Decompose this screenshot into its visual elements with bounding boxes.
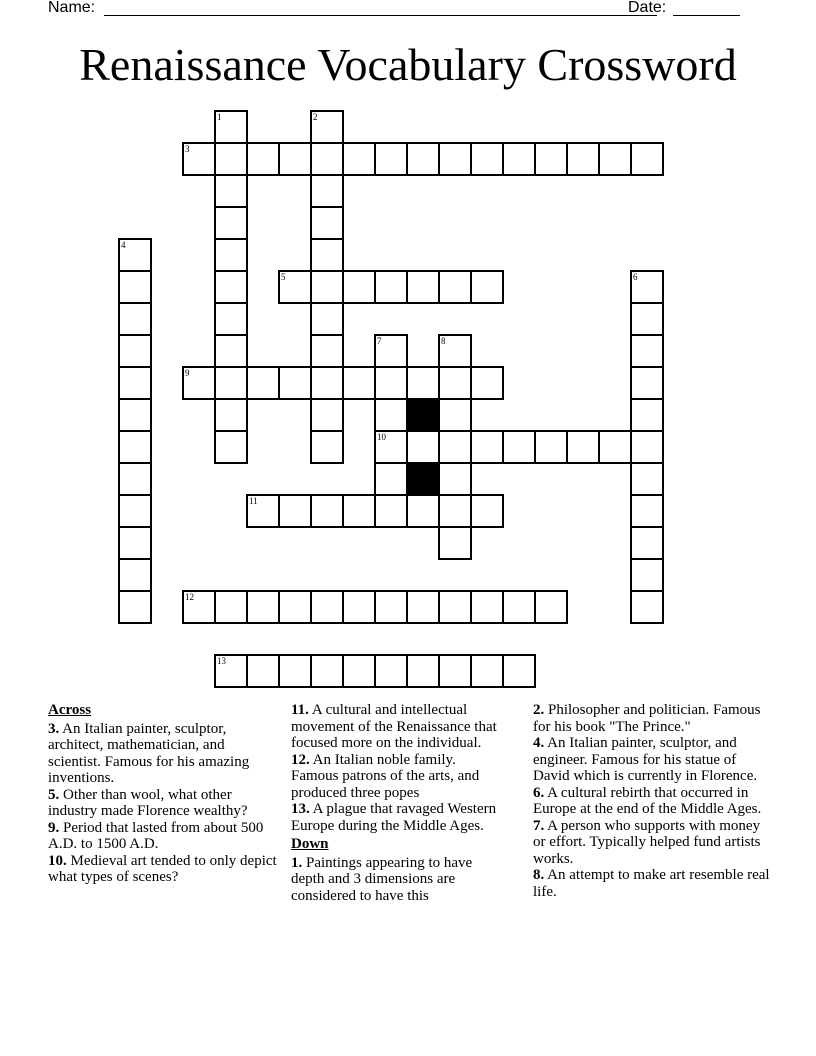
crossword-cell[interactable] — [214, 302, 248, 336]
crossword-cell[interactable] — [630, 590, 664, 624]
crossword-cell[interactable] — [470, 270, 504, 304]
clue-number: 12 — [185, 592, 194, 602]
crossword-cell[interactable] — [278, 494, 312, 528]
clue-item — [48, 721, 280, 787]
name-label: Name: — [48, 0, 96, 16]
crossword-cell[interactable] — [374, 654, 408, 688]
crossword-cell[interactable] — [502, 590, 536, 624]
crossword-cell[interactable] — [214, 238, 248, 272]
crossword-cell[interactable] — [310, 366, 344, 400]
clue-number: 11 — [249, 496, 258, 506]
crossword-cell[interactable] — [374, 142, 408, 176]
crossword-cell[interactable] — [214, 174, 248, 208]
crossword-cell[interactable] — [182, 590, 216, 624]
crossword-cell[interactable] — [342, 366, 376, 400]
clue-number: 7 — [377, 336, 382, 346]
crossword-cell[interactable] — [118, 270, 152, 304]
crossword-cell[interactable] — [342, 590, 376, 624]
crossword-cell[interactable] — [470, 430, 504, 464]
crossword-cell[interactable] — [438, 366, 472, 400]
clue-text: Philosopher and politician. Famous for his book "The Prince." — [533, 702, 761, 735]
crossword-cell[interactable] — [310, 206, 344, 240]
crossword-block — [406, 398, 440, 432]
crossword-cell[interactable] — [406, 494, 440, 528]
crossword-cell[interactable] — [630, 334, 664, 368]
crossword-cell[interactable] — [374, 494, 408, 528]
clue-text: Other than wool, what other industry made Florence wealthy? — [48, 786, 248, 819]
clue-text: Period that lasted from about 500 A.D. to 1500 A.D. — [48, 819, 264, 852]
clue-number: 13 — [217, 656, 226, 666]
clue-item — [48, 853, 280, 886]
crossword-cell[interactable] — [214, 590, 248, 624]
crossword-cell[interactable] — [246, 590, 280, 624]
crossword-cell[interactable] — [182, 366, 216, 400]
clue-number: 12. — [291, 751, 310, 768]
crossword-cell[interactable] — [630, 270, 664, 304]
clue-number: 9 — [185, 368, 190, 378]
clue-number: 2 — [313, 112, 318, 122]
crossword-cell[interactable] — [438, 270, 472, 304]
crossword-cell[interactable] — [374, 334, 408, 368]
crossword-cell[interactable] — [406, 142, 440, 176]
crossword-cell[interactable] — [374, 590, 408, 624]
crossword-cell[interactable] — [278, 654, 312, 688]
crossword-cell[interactable] — [438, 462, 472, 496]
crossword-cell[interactable] — [214, 654, 248, 688]
clue-text: A cultural rebirth that occurred in Europe at the end of the Middle Ages. — [533, 784, 762, 817]
crossword-cell[interactable] — [310, 430, 344, 464]
crossword-cell[interactable] — [118, 398, 152, 432]
crossword-cell[interactable] — [438, 654, 472, 688]
crossword-cell[interactable] — [278, 590, 312, 624]
crossword-cell[interactable] — [630, 142, 664, 176]
crossword-cell[interactable] — [214, 334, 248, 368]
crossword-cell[interactable] — [406, 430, 440, 464]
crossword-cell[interactable] — [470, 494, 504, 528]
crossword-cell[interactable] — [566, 430, 600, 464]
crossword-cell[interactable] — [310, 302, 344, 336]
clue-number: 7. — [533, 817, 545, 834]
down-heading: Down — [291, 836, 329, 852]
crossword-cell[interactable] — [374, 270, 408, 304]
clue-number: 3. — [48, 720, 60, 737]
crossword-cell[interactable] — [630, 462, 664, 496]
crossword-cell[interactable] — [118, 334, 152, 368]
crossword-cell[interactable] — [438, 430, 472, 464]
crossword-cell[interactable] — [598, 430, 632, 464]
crossword-cell[interactable] — [502, 142, 536, 176]
clue-text: A plague that ravaged Western Europe during the Middle Ages. — [291, 801, 497, 834]
crossword-cell[interactable] — [310, 270, 344, 304]
crossword-cell[interactable] — [342, 142, 376, 176]
across-heading: Across — [48, 702, 92, 718]
crossword-cell[interactable] — [470, 590, 504, 624]
clue-item — [533, 702, 773, 735]
crossword-cell[interactable] — [502, 430, 536, 464]
crossword-cell[interactable] — [118, 526, 152, 560]
crossword-cell[interactable] — [470, 142, 504, 176]
clue-number: 11. — [291, 702, 309, 718]
crossword-cell[interactable] — [438, 590, 472, 624]
crossword-cell[interactable] — [214, 398, 248, 432]
crossword-cell[interactable] — [118, 590, 152, 624]
crossword-cell[interactable] — [310, 494, 344, 528]
clue-item — [291, 752, 506, 802]
crossword-cell[interactable] — [214, 110, 248, 144]
clues-column-3 — [533, 702, 773, 900]
clues-column-1 — [48, 702, 280, 886]
crossword-cell[interactable] — [630, 398, 664, 432]
clue-number: 5 — [281, 272, 286, 282]
crossword-cell[interactable] — [118, 462, 152, 496]
crossword-cell[interactable] — [438, 142, 472, 176]
clue-item — [291, 855, 506, 905]
clue-item — [533, 867, 773, 900]
crossword-cell[interactable] — [118, 366, 152, 400]
crossword-cell[interactable] — [246, 494, 280, 528]
crossword-cell[interactable] — [118, 238, 152, 272]
crossword-cell[interactable] — [438, 334, 472, 368]
crossword-cell[interactable] — [310, 654, 344, 688]
crossword-cell[interactable] — [214, 206, 248, 240]
clue-text: A person who supports with money or effort. Typically helped fund artists works. — [533, 817, 761, 867]
crossword-cell[interactable] — [214, 142, 248, 176]
crossword-cell[interactable] — [534, 142, 568, 176]
clue-text: An Italian noble family. Famous patrons of the arts, and produced three popes — [291, 751, 480, 801]
crossword-cell[interactable] — [630, 430, 664, 464]
crossword-block — [406, 462, 440, 496]
clue-number: 10 — [377, 432, 386, 442]
clue-text: An attempt to make art resemble real life. — [533, 867, 770, 900]
crossword-cell[interactable] — [246, 142, 280, 176]
clue-item — [533, 818, 773, 868]
clue-number: 6. — [533, 784, 545, 801]
clue-text: Medieval art tended to only depict what types of scenes? — [48, 852, 277, 885]
crossword-cell[interactable] — [374, 366, 408, 400]
crossword-cell[interactable] — [598, 142, 632, 176]
crossword-cell[interactable] — [470, 366, 504, 400]
clue-text: An Italian painter, sculptor, architect, mathematician, and scientist. Famous for his amazing inventions. — [48, 720, 250, 786]
clue-number: 3 — [185, 144, 190, 154]
crossword-cell[interactable] — [534, 430, 568, 464]
clue-number: 9. — [48, 819, 60, 836]
crossword-cell[interactable] — [374, 462, 408, 496]
crossword-cell[interactable] — [406, 590, 440, 624]
crossword-cell[interactable] — [374, 430, 408, 464]
crossword-cell[interactable] — [630, 366, 664, 400]
crossword-cell[interactable] — [438, 494, 472, 528]
clue-item — [291, 801, 506, 834]
crossword-cell[interactable] — [182, 142, 216, 176]
clue-number: 4 — [121, 240, 126, 250]
clue-item — [533, 735, 773, 785]
crossword-cell[interactable] — [630, 526, 664, 560]
crossword-cell[interactable] — [342, 494, 376, 528]
crossword-cell[interactable] — [278, 270, 312, 304]
crossword-cell[interactable] — [470, 654, 504, 688]
clue-text: Paintings appearing to have depth and 3 dimensions are considered to have this — [291, 854, 473, 904]
crossword-cell[interactable] — [278, 366, 312, 400]
crossword-cell[interactable] — [214, 366, 248, 400]
crossword-cell[interactable] — [374, 398, 408, 432]
crossword-cell[interactable] — [310, 590, 344, 624]
crossword-cell[interactable] — [246, 654, 280, 688]
crossword-cell[interactable] — [342, 654, 376, 688]
crossword-cell[interactable] — [406, 654, 440, 688]
crossword-cell[interactable] — [502, 654, 536, 688]
crossword-cell[interactable] — [438, 526, 472, 560]
crossword-cell[interactable] — [406, 366, 440, 400]
crossword-cell[interactable] — [630, 494, 664, 528]
crossword-cell[interactable] — [534, 590, 568, 624]
clue-number: 6 — [633, 272, 638, 282]
clue-number: 1. — [291, 854, 303, 871]
clue-number: 2. — [533, 702, 545, 718]
crossword-cell[interactable] — [118, 558, 152, 592]
crossword-cell[interactable] — [310, 142, 344, 176]
clue-number: 4. — [533, 735, 545, 751]
clue-item — [48, 787, 280, 820]
crossword-cell[interactable] — [118, 494, 152, 528]
clue-item — [291, 702, 506, 752]
clue-number: 13. — [291, 801, 310, 817]
clue-number: 8. — [533, 867, 545, 883]
crossword-cell[interactable] — [630, 302, 664, 336]
crossword-cell[interactable] — [310, 174, 344, 208]
page-title: Renaissance Vocabulary Crossword — [79, 39, 737, 90]
crossword-cell[interactable] — [246, 366, 280, 400]
crossword-cell[interactable] — [118, 430, 152, 464]
clue-text: An Italian painter, sculptor, and engineer. Famous for his statue of David which is currently in Florence. — [533, 735, 758, 784]
clue-number: 10. — [48, 852, 67, 869]
date-label: Date: — [628, 0, 667, 16]
crossword-cell[interactable] — [566, 142, 600, 176]
crossword-cell[interactable] — [438, 398, 472, 432]
clue-text: A cultural and intellectual movement of the Renaissance that focused more on the individual. — [291, 702, 497, 751]
crossword-cell[interactable] — [214, 430, 248, 464]
clue-number: 1 — [217, 112, 222, 122]
crossword-cell[interactable] — [342, 270, 376, 304]
crossword-cell[interactable] — [278, 142, 312, 176]
crossword-cell[interactable] — [310, 334, 344, 368]
crossword-cell[interactable] — [310, 398, 344, 432]
clue-number: 8 — [441, 336, 446, 346]
crossword-cell[interactable] — [310, 238, 344, 272]
crossword-cell[interactable] — [406, 270, 440, 304]
clue-item — [48, 820, 280, 853]
crossword-cell[interactable] — [118, 302, 152, 336]
crossword-cell[interactable] — [310, 110, 344, 144]
clue-number: 5. — [48, 786, 60, 803]
clues-column-2 — [291, 702, 506, 904]
crossword-cell[interactable] — [630, 558, 664, 592]
clue-item — [533, 785, 773, 818]
crossword-cell[interactable] — [214, 270, 248, 304]
